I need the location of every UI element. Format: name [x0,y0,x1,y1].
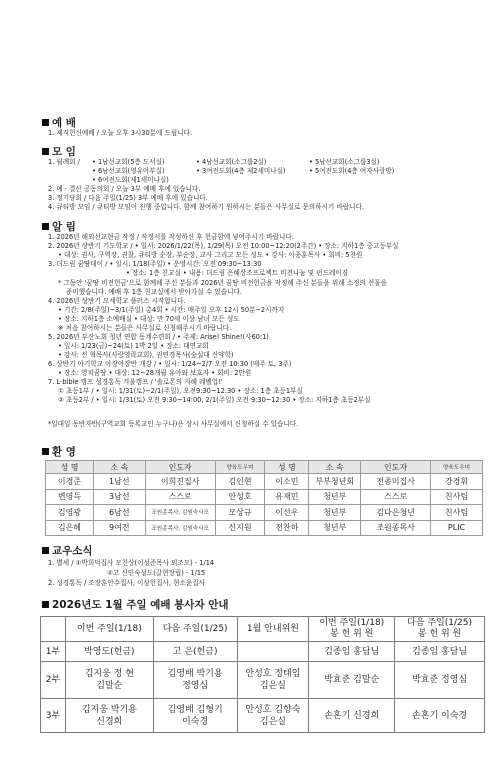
column-header: 성 명 [46,461,94,474]
table-cell: 이경준 [46,474,94,490]
meeting-line: 3. 정기당회 / 다음 주일(1/25) 3부 예배 후에 있습니다. [48,194,208,202]
table-cell: 9여전 [93,520,145,536]
table-cell: 조원종목사, 김원숙사모 [145,505,215,521]
table-cell: 3남선 [93,489,145,505]
table-cell: 박효준 정영심 [395,662,485,699]
notice-line: • 일시: 1/23(금)~24(토) 1박 2일 • 장소: 대연교회 [58,342,209,350]
column-header: 양육도우미 [215,461,265,474]
notice-line: 6. 상반기 아기학교 아장아장반 개강 / • 일시: 1/24~2/7 오전 10:30 (매주 토, 3주) [48,360,292,368]
table-cell: 변영득 [46,489,94,505]
table-cell: 김은혜 [46,520,94,536]
notice-footnote: *일대일 동반자반(구역교회 등록교인 누구나)은 상시 사무실에서 신청하실 수 있습니다. [48,420,299,428]
table-cell: 전찬하 [265,520,309,536]
table-cell: 이소민 [265,474,309,490]
table-cell: 박영도(헌금) [65,642,153,662]
notice-line: ※ 처음 참여하시는 분들은 사무실로 신청해주시기 바랍니다. [58,324,232,332]
table-cell: 친사팀 [431,505,483,521]
table-cell [237,642,309,662]
table-cell: 안성호 정태임 김은실 [237,662,309,699]
column-header: 성 명 [265,461,309,474]
worship-line: 1. 제직헌신예배 / 오늘 오후 3시30분에 드립니다. [48,129,193,137]
notice-line: 1. 2026년 해외선교현금 작정 / 작정서를 작성하신 후 헌금함에 넣어주시기 바랍니다. [48,233,294,241]
section-title: 예 배 [52,117,76,129]
table-cell: 고 은(헌금) [153,642,237,662]
table-cell: 안성호 [215,489,265,505]
section-title: 2026년도 1월 주일 예배 봉사자 안내 [52,599,229,611]
table-row [46,520,483,536]
row-header: 2부 [41,662,66,699]
table-row [46,489,483,505]
row-header: 3부 [41,699,66,733]
notice-line: • 장소: 영치꿈땅 • 대상: 12~28개월 유아와 보호자 • 회비: 2만원 [58,369,252,377]
table-cell: 친사팀 [431,489,483,505]
welcome-table [45,460,483,536]
meeting-item: • 3여전도회(4층 제2세미나실) [196,167,286,175]
pastoral-line: ②고 신인숙성도(갈현장립) - 1/15 [107,569,206,577]
notice-line: 2. 2026년 상반기 기도학교 / • 일시: 2026/1/22(목), 1/29(목) 오전 10:00~12:20(2주간) • 장소: 지하1층 중고등부실 [48,242,399,250]
notice-line: 3. 더드림 꿈땅데이 / • 일시: 1/18(주일) • 운영시간: 오전 09:30~13:30 [48,260,262,268]
column-header: 양육도우미 [431,461,483,474]
table-cell: 6남선 [93,505,145,521]
meeting-line: 2. 예 · 결산 공동의회 / 오늘 3부 예배 후에 있습니다. [48,185,201,193]
section-title: 알 림 [52,221,76,233]
notice-line: * 그동안 '꿈땅 비전헌금'으로 함께해 주신 분들과 2026년 꿈땅 비전헌금을 작정해 주신 분들을 위해 소정의 선물을 [58,279,388,287]
table-row [46,474,483,490]
table-row [41,699,485,733]
column-header: 소 속 [93,461,145,474]
column-header: 다음 주일(1/25) 봉 헌 위 원 [395,617,485,642]
table-cell: 안성호 김향숙 김은실 [237,699,309,733]
section-title: 모 임 [52,146,76,158]
table-cell: 김지웅 박기용 신경희 [65,699,153,733]
notice-line: ① 초등1부 / • 일시: 1/31(토)~2/1(주일), 오전9:30~12:30 • 장소: 1층 초등1부실 [58,387,303,395]
table-cell: 청년부 [309,489,361,505]
table-row [41,642,485,662]
notice-line: 5. 2026년 부산노회 청년 연합 동계수련회 / • 주제: Arise! Shine!(사60:1) [48,333,269,341]
table-cell: 스스로 [361,489,431,505]
table-cell: 청년부 [309,505,361,521]
table-cell: 스스로 [145,489,215,505]
column-header: 다음 주일(1/25) [153,617,237,642]
section-heading-pastoral [42,543,93,558]
column-header [41,617,66,642]
column-header: 인도자 [145,461,215,474]
table-cell: 조원종목사, 김원숙사모 [145,520,215,536]
table-header-row [46,461,483,474]
pastoral-line: 1. 별세 / ①박희덕집사 모친상(이성준목사 외조모) - 1/14 [48,559,215,567]
section-heading-servers [42,597,229,612]
notice-line: 준비했습니다. 예배 후 1층 친교실에서 받아가실 수 있습니다. [66,288,242,296]
square-bullet-icon [42,547,49,554]
table-cell: 전종미집사 [361,474,431,490]
column-header: 소 속 [309,461,361,474]
table-cell: PLIC [431,520,483,536]
column-header: 1월 안내위원 [237,617,309,642]
table-row [46,505,483,521]
column-header: 인도자 [361,461,431,474]
table-cell: 강경휘 [431,474,483,490]
table-cell: 청년부 [309,520,361,536]
servers-table [40,616,485,733]
table-cell: 이선우 [265,505,309,521]
table-cell: 김영배 박기용 정영심 [153,662,237,699]
table-cell: 이희진집사 [145,474,215,490]
table-cell: 김영광 [46,505,94,521]
section-title: 교우소식 [52,545,93,557]
square-bullet-icon [42,148,49,155]
table-cell: 유재민 [265,489,309,505]
meeting-item: • 5여전도회(4층 여자사랑방) [309,167,395,175]
section-title: 환 영 [52,446,76,458]
table-cell: 모상규 [215,505,265,521]
section-heading-meetings [42,144,76,159]
table-cell: 김지웅 정 현 김말순 [65,662,153,699]
notice-line: ② 초등2부 / • 일시: 1/31(토) 오전 9:30~14:00, 2/1(주일) 오전 9:30~12:30 • 장소: 지하1층 초등2부실 [58,396,371,404]
table-cell: 김종임 홍담님 [395,642,485,662]
section-heading-worship [42,115,76,130]
notice-line: • 대상: 권사, 구역장, 권찰, 큐티방 순장, 부순장, 교사 그리고 모든 성도 • 강사: 이종훈목사 • 회비: 5천원 [58,251,363,259]
meeting-item: • 5남선교회(소그룹3실) [309,158,380,166]
table-cell: 김다은청년 [361,505,431,521]
notice-line: • 기간: 2/8(주일)~3/1(주일) 총4회 • 시간: 매주일 오후 12시 50분~2시까지 [58,306,285,314]
meeting-item: • 6남선교회(영유아부실) [92,167,165,175]
table-cell: 김인현 [215,474,265,490]
notice-line: • 장소: 지하1층 소예배실 • 대상: 만 70세 이상 남녀 모든 성도 [58,315,240,323]
table-cell: 조원종목사 [361,520,431,536]
pastoral-line: 2. 성경통독 / 조장훈안수집사, 이상헌집사, 현소윤집사 [48,579,205,587]
table-cell: 부부청년회 [309,474,361,490]
table-cell: 손혼기 신경희 [309,699,395,733]
meeting-monthly-label: 1. 월례회 / [48,158,80,166]
notice-line: • 강사: 전 혁목사(사랑영락교회), 권연경목사(숭실대 신약학) [58,351,234,359]
notice-line: 7. L-bible 캠프 성경통독 겨울캠프 / '솔로몬의 지혜 레벨업!' [48,378,223,386]
row-header: 1부 [41,642,66,662]
meeting-item: • 4남선교회(소그룹2실) [196,158,267,166]
table-cell: 신지원 [215,520,265,536]
table-row [41,662,485,699]
meeting-item: • 6여전도회(제1세미나실) [92,176,169,184]
meeting-item: • 1남선교회(5층 도서실) [92,158,165,166]
table-header-row [41,617,485,642]
column-header: 이번 주일(1/18) [65,617,153,642]
notice-line: • 장소: 1층 친교실 • 내용: 더드림 은혜상조프로젝트 비전나눔 및 펀드레이징 [126,269,349,277]
square-bullet-icon [42,448,49,455]
notice-line: 4. 2026년 상반기 모세학교 플러스 시작합니다. [48,297,186,305]
table-cell: 김영배 김형기 이숙경 [153,699,237,733]
table-cell: 손혼기 이숙경 [395,699,485,733]
column-header: 이번 주일(1/18) 봉 헌 위 원 [309,617,395,642]
table-cell: 1남선 [93,474,145,490]
table-cell: 김종임 홍담님 [309,642,395,662]
square-bullet-icon [42,119,49,126]
square-bullet-icon [42,601,49,608]
table-cell: 박효준 김말순 [309,662,395,699]
meeting-line: 4. 큐티방 모임 / 큐티방 모임이 진행 중입니다. 함께 참여하기 원하시는 분들은 사무실로 문의하시기 바랍니다. [48,203,364,211]
section-heading-welcome [42,444,76,459]
square-bullet-icon [42,223,49,230]
section-heading-notices [42,219,76,234]
